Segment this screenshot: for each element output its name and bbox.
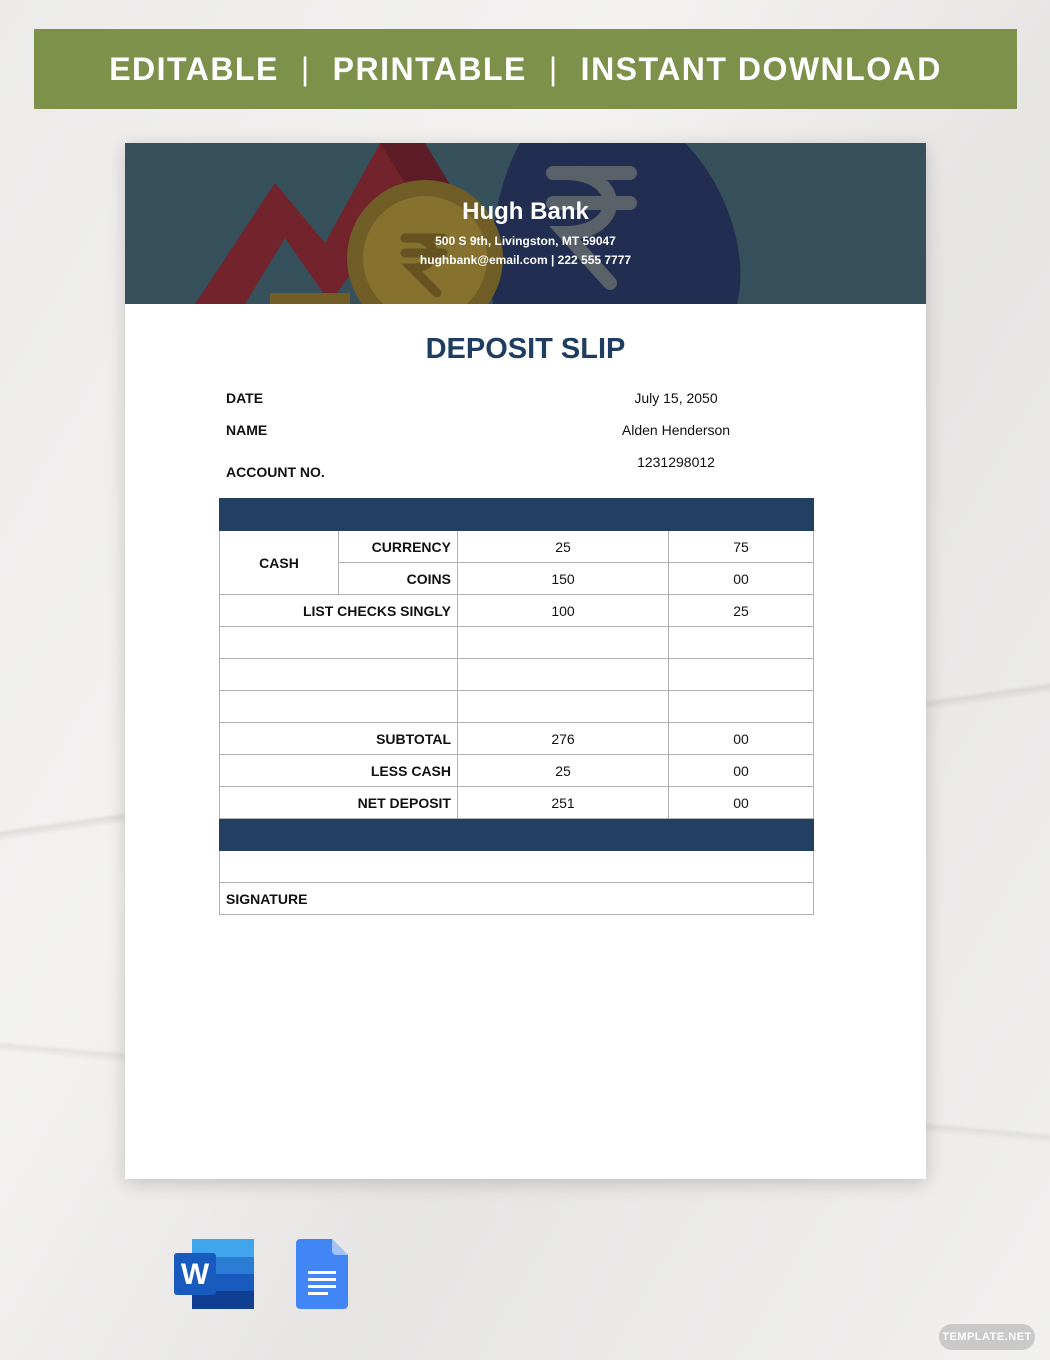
google-docs-icon[interactable] [296,1239,348,1309]
banner-instant-download: INSTANT DOWNLOAD [580,50,942,87]
table-header-band [220,499,814,531]
table-row [220,531,814,563]
cash-label: CASH [220,531,339,595]
banner-editable: EDITABLE [109,50,279,87]
watermark-badge: TEMPLATE.NET [939,1324,1035,1350]
checks-label: LIST CHECKS SINGLY [220,595,458,627]
top-banner [34,29,1017,109]
bank-address: 500 S 9th, Livingston, MT 59047 [435,234,616,248]
coins-cents: 00 [669,563,814,595]
table-row [220,595,814,627]
document-title: DEPOSIT SLIP [425,333,626,365]
table-row [220,723,814,755]
net-deposit-cents: 00 [669,787,814,819]
less-cash-label: LESS CASH [220,755,458,787]
signature-row [220,883,814,915]
date-value: July 15, 2050 [634,390,718,406]
subtotal-amount: 276 [458,723,669,755]
document-page [125,143,926,1179]
less-cash-cents: 00 [669,755,814,787]
net-deposit-label: NET DEPOSIT [220,787,458,819]
table-row-empty [220,659,814,691]
table-row [220,787,814,819]
name-value: Alden Henderson [621,422,731,438]
date-label: DATE [226,390,264,406]
name-label: NAME [226,422,268,438]
table-row-empty [220,851,814,883]
document-header [125,143,926,304]
less-cash-amount: 25 [458,755,669,787]
bank-name: Hugh Bank [462,198,589,225]
banner-separator: | [548,50,559,87]
subtotal-label: SUBTOTAL [220,723,458,755]
bank-contact: hughbank@email.com | 222 555 7777 [419,253,632,267]
table-row [220,755,814,787]
microsoft-word-icon[interactable] [174,1239,254,1309]
subtotal-cents: 00 [669,723,814,755]
account-label: ACCOUNT NO. [226,464,325,480]
net-deposit-amount: 251 [458,787,669,819]
table-row-empty [220,691,814,723]
currency-amount: 25 [458,531,669,563]
checks-amount: 100 [458,595,669,627]
deposit-table [219,498,814,915]
checks-cents: 25 [669,595,814,627]
coins-amount: 150 [458,563,669,595]
table-footer-band [220,819,814,851]
coins-label: COINS [339,563,458,595]
currency-cents: 75 [669,531,814,563]
currency-label: CURRENCY [339,531,458,563]
banner-separator: | [300,50,311,87]
signature-label: SIGNATURE [220,883,814,915]
account-value: 1231298012 [637,454,715,470]
banner-printable: PRINTABLE [332,50,527,87]
word-letter: W [180,1258,210,1291]
table-row-empty [220,627,814,659]
